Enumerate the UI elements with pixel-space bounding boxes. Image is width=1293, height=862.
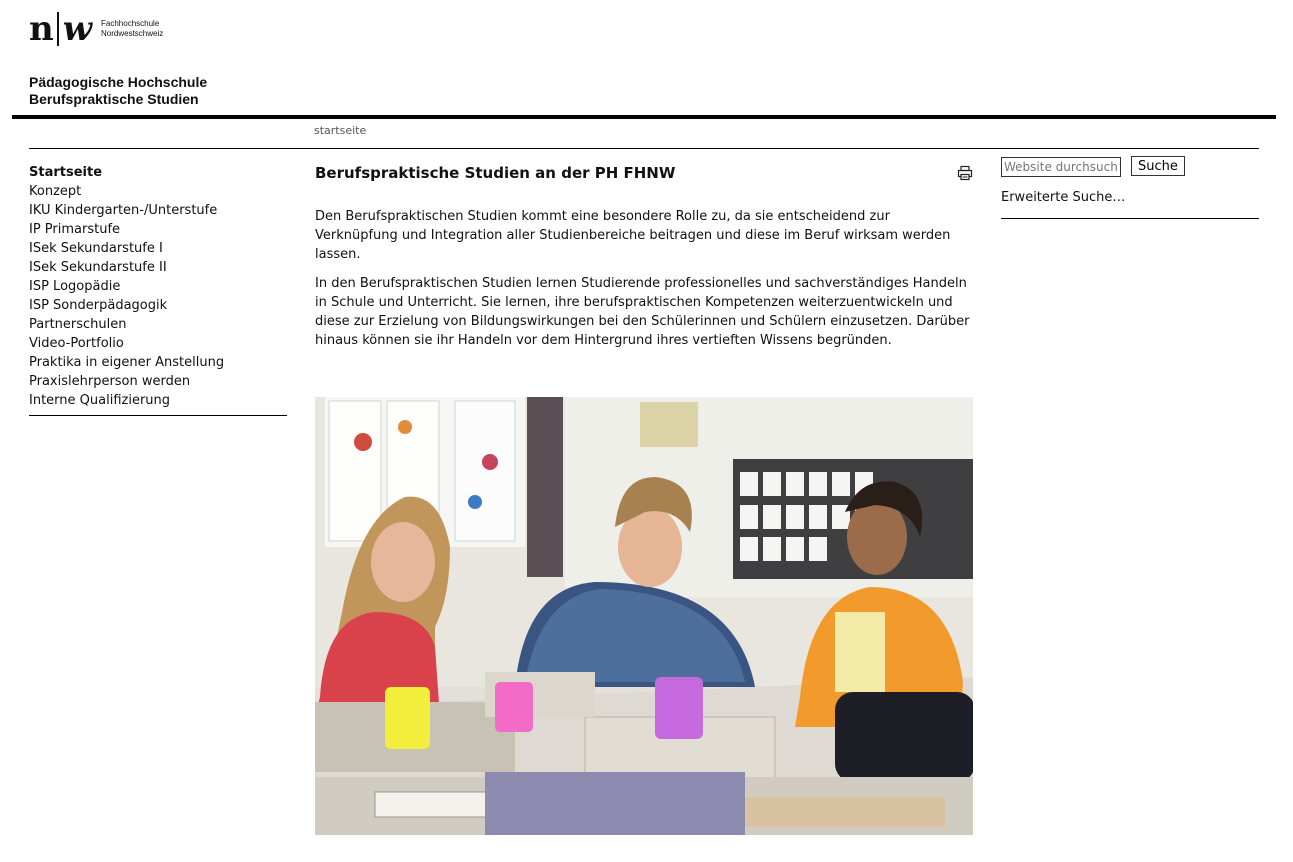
advanced-search-link[interactable]: Erweiterte Suche… — [1001, 190, 1126, 205]
page-title: Berufspraktische Studien an der PH FHNW — [315, 164, 676, 182]
search-box — [1001, 156, 1259, 219]
header-divider — [12, 115, 1276, 119]
sidebar-item-ip[interactable]: IP Primarstufe — [29, 222, 121, 237]
sidebar-item-isp-logopaedie[interactable]: ISP Logopädie — [29, 279, 121, 294]
breadcrumb[interactable]: startseite — [314, 124, 367, 137]
institution-line2: Berufspraktische Studien — [29, 91, 199, 107]
search-input[interactable] — [1001, 157, 1121, 177]
classroom-photo — [315, 397, 973, 835]
institution-line1: Pädagogische Hochschule — [29, 74, 208, 90]
fhnw-logo[interactable] — [29, 9, 164, 49]
sidebar-item-video-portfolio[interactable]: Video-Portfolio — [29, 336, 124, 351]
sidebar-item-startseite[interactable]: Startseite — [29, 165, 103, 180]
printer-icon[interactable] — [957, 165, 973, 181]
content-divider — [29, 148, 1259, 149]
sidebar-nav — [29, 163, 287, 416]
sidebar-item-konzept[interactable]: Konzept — [29, 184, 82, 199]
sidebar-item-iku[interactable]: IKU Kindergarten-/Unterstufe — [29, 203, 218, 218]
sidebar-item-interne-qualifizierung[interactable]: Interne Qualifizierung — [29, 393, 171, 408]
sidebar-item-praxislehrperson[interactable]: Praxislehrperson werden — [29, 374, 191, 389]
sidebar-item-isek-1[interactable]: ISek Sekundarstufe I — [29, 241, 163, 256]
logo-text-line1: Fachhochschule — [101, 19, 160, 28]
logo-text — [101, 19, 163, 39]
body-paragraph: In den Berufspraktischen Studien lernen Studierende professionelles und sachverständiges Handeln in Schule und Unterricht. Sie lernen, ihre berufspraktischen Kompetenzen weiterzuentwickeln und diese zur Erzielung von Bildungswirkungen bei den Schülerinnen und Schülern einzusetzen. Darüber hinaus können sie ihr Handeln vor dem Hintergrund ihres vertieften Wissens begründen. — [315, 276, 970, 348]
sidebar-item-isp-sonderpaedagogik[interactable]: ISP Sonderpädagogik — [29, 298, 168, 313]
sidebar-item-isek-2[interactable]: ISek Sekundarstufe II — [29, 260, 167, 275]
sidebar-divider — [29, 415, 287, 416]
sidebar-item-praktika[interactable]: Praktika in eigener Anstellung — [29, 355, 225, 370]
logo-text-line2: Nordwestschweiz — [101, 29, 164, 38]
logo-mark: n w — [29, 9, 92, 49]
intro-paragraph: Den Berufspraktischen Studien kommt eine besondere Rolle zu, da sie entscheidend zur Verknüpfung und Integration aller Studienbereiche beitragen und diese im Beruf wirksam werden lassen. — [315, 209, 951, 262]
main-content — [315, 163, 973, 360]
sidebar-item-partnerschulen[interactable]: Partnerschulen — [29, 317, 127, 332]
institution-title — [29, 74, 207, 108]
search-button[interactable]: Suche — [1131, 156, 1185, 176]
search-divider — [1001, 218, 1259, 219]
